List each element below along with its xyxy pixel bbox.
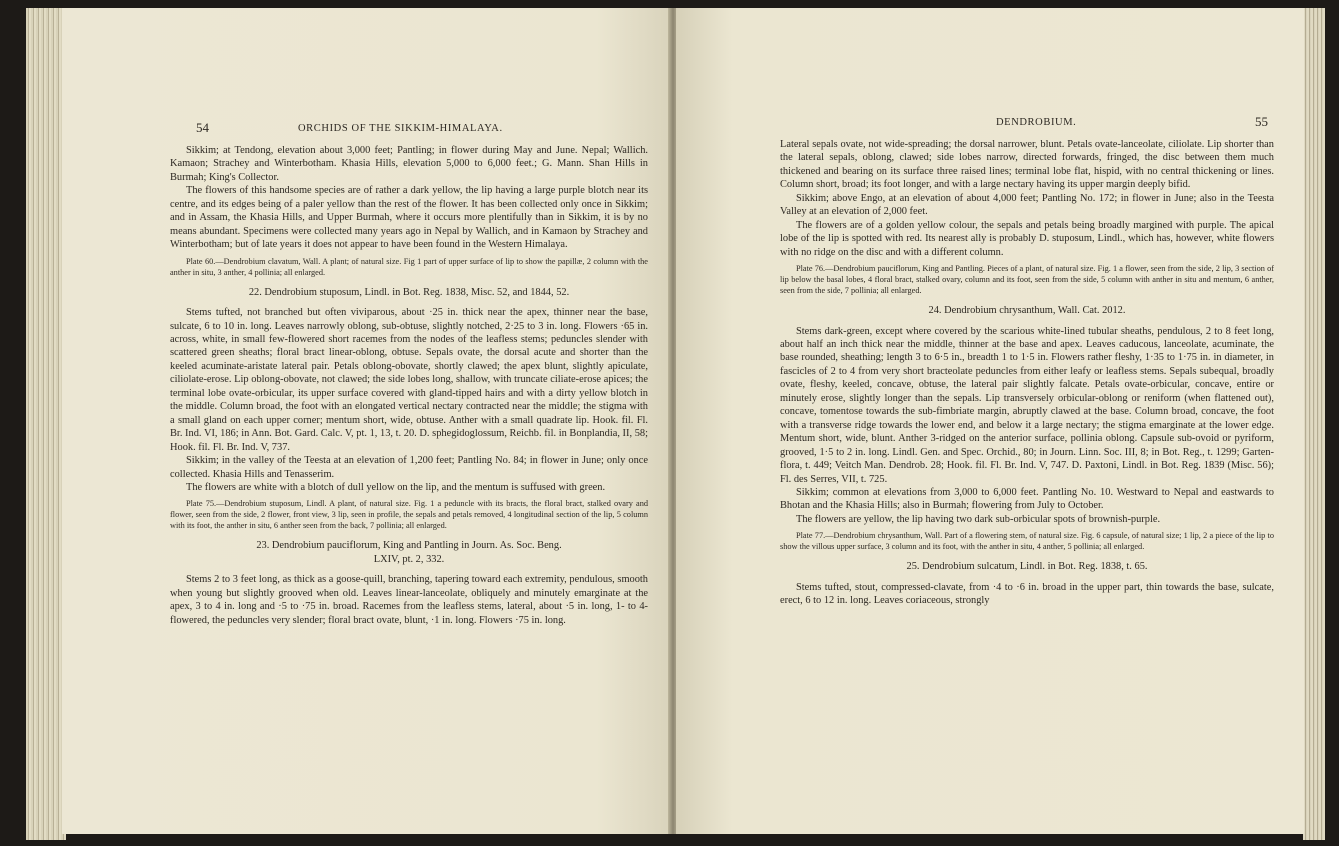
left-page-edges: [26, 8, 66, 840]
right-text-column: [780, 138, 1274, 608]
left-text-column: [170, 144, 648, 627]
paragraph: Sikkim; common at elevations from 3,000 to 6,000 feet. Pantling No. 10. Westward to Nepal and eastwards to Bhotan and the Khasia Hills; also in Burmah; flowering from July to October.: [780, 486, 1274, 512]
left-page-number: 54: [196, 120, 209, 135]
right-running-head: DENDROBIUM.: [996, 117, 1077, 128]
section-heading: 24. Dendrobium chrysanthum, Wall. Cat. 2012.: [928, 305, 1126, 317]
section-heading: 23. Dendrobium pauciflorum, King and Pantling in Journ. As. Soc. Beng.: [256, 540, 562, 552]
section-heading-continued: LXIV, pt. 2, 332.: [373, 553, 445, 565]
paragraph: Stems dark-green, except where covered by the scarious white-lined tubular sheaths, pendulous, 2 to 8 feet long, about half an inch thick near the middle, thinner at the base and apex. Leaves caducous, lanceolate, acuminate, the base rounded, sheathing; length 3 to 6·5 in., breadth 1 to 1·5 in. Flowers rather fleshy, 1·35 to 1·75 in. in diameter, in fascicles of 2 to 4 from very short bracteolate peduncles from either leafy or leafless stems. Sepals subequal, broadly ovate, fleshy, keeled, concave, obtuse, the lateral pair slightly falcate. Petals ovate-orbicular, concave, entire or minutely erose, slightly longer than the sepals. Lip transversely orbicular-oblong or reniform (when flattened out), concave, tomentose towards the sub-fimbriate margin, abruptly clawed at the base. Column broad, concave, the foot with a transverse ridge towards the lower end, and below it a large nectary; the stigma emarginate at the lower edge. Mentum short, wide, blunt. Anther 3-ridged on the anterior surface, pollinia oblong. Capsule sub-ovoid or pyriform, grooved, 1·5 to 2 in. long. Lindl. Gen. and Spec. Orchid., 80; in Journ. Linn. Soc. III, 8; in Bot. Reg., t. 1299; Garten-flora, t. 449; Veitch Man. Dendrob. 28; Hook. fil. Fl. Br. Ind. V, 747. D. Paxtoni, Lindl. in Bot. Reg. 1839 (Misc. 56); Fl. des Serres, VII, t. 725.: [780, 325, 1274, 485]
paragraph: Sikkim; above Engo, at an elevation of about 4,000 feet; Pantling No. 172; in flower in June; also in the Teesta Valley at an elevation of 2,000 feet.: [780, 192, 1274, 218]
paragraph: Stems tufted, stout, compressed-clavate, from ·4 to ·6 in. broad in the upper part, thin towards the base, sulcate, erect, 6 to 12 in. long. Leaves coriaceous, strongly: [780, 581, 1274, 607]
plate-caption: Plate 75.—Dendrobium stuposum, Lindl. A plant, of natural size. Fig. 1 a peduncle with its bracts, the floral bract, stalked ovary and flower, seen from the side, 2 flower, front view, 3 lip, seen in profile, the sepals and petals removed, 4 longitudinal section of the lip, 5 column with its foot, the anther in situ, 6 anther seen from the back, 7 pollinia; all enlarged.: [170, 499, 648, 531]
paragraph: Sikkim; at Tendong, elevation about 3,000 feet; Pantling; in flower during May and June. Nepal; Wallich. Kamaon; Strachey and Winterbotham. Khasia Hills, elevation 5,000 to 6,000 feet.; G. Mann. Shan Hills in Burmah; King's Collector.: [170, 145, 648, 183]
paragraph: Stems tufted, not branched but often viviparous, about ·25 in. thick near the apex, thinner near the base, sulcate, 6 to 10 in. long. Leaves narrowly oblong, sub-obtuse, slightly notched, 2·25 to 3 in. long. Flowers ·65 in. across, white, in small few-flowered short racemes from the nodes of the leafless stems; peduncles slender with scattered green sheaths; floral bract linear-oblong, obtuse. Sepals ovate, the dorsal acute and shorter than the keeled acuminate-aristate lateral pair. Petals oblong-obovate, shortly clawed; the apex blunt, slightly apiculate, ciliolate-erose. Lip oblong-obovate, not clawed; the side lobes long, shallow, with truncate ciliate-erose apices; the terminal lobe ovate-orbicular, its upper surface covered with gland-tipped hairs and with a dirty yellow blotch in the middle. Column broad, the foot with an elongated vertical nectary contracted near the middle; the stigma with a small gland on each upper corner; mentum short, wide, obtuse. Anther with a small quadrate lip. Hook. fil. Fl. Br. Ind. VI, 186; in Ann. Bot. Gard. Calc. V, pt. 1, 13, t. 20. D. sphegidoglossum, Reichb. fil. in Bonplandia, II, 58; Hook. fil. Fl. Br. Ind. V, 737.: [170, 307, 648, 453]
left-page: [62, 8, 670, 834]
right-page-number: 55: [1255, 114, 1268, 129]
plate-caption: Plate 60.—Dendrobium clavatum, Wall. A plant; of natural size. Fig 1 part of upper surface of lip to show the papillæ, 2 column with the anther in situ, 3 anther, 4 pollinia; all enlarged.: [170, 256, 648, 277]
paragraph: The flowers of this handsome species are of rather a dark yellow, the lip having a large purple blotch near its centre, and its edges being of a paler yellow than the rest of the flower. It has been collected only once in Sikkim; and in Assam, the Khasia Hills, and Upper Burmah, where it occurs more plentifully than in Sikkim, it is by no means abundant. Specimens were collected many years ago in Nepal by Wallich, and in Kamaon by Strachey and Winterbotham; but of late years it does not appear to have been found in the Western Himalaya.: [170, 185, 648, 251]
paragraph: The flowers are white with a blotch of dull yellow on the lip, and the mentum is suffused with green.: [186, 481, 606, 493]
right-page: [676, 8, 1304, 834]
paragraph: Stems 2 to 3 feet long, as thick as a goose-quill, branching, tapering toward each extremity, pendulous, smooth when young but slightly grooved when old. Leaves linear-lanceolate, obliquely and minutely emarginate at the apex, 3 to 4 in. long and ·5 to ·75 in. broad. Racemes from the leafless stems, lateral, about ·5 in. long, 1- to 4-flowered, the peduncles very slender; floral bract ovate, blunt, ·1 in. long. Flowers ·75 in. long.: [170, 574, 648, 626]
paragraph: The flowers are of a golden yellow colour, the sepals and petals being broadly margined with purple. The apical lobe of the lip is spotted with red. Its nearest ally is probably D. stuposum, Lindl., which has, however, white flowers with no ridge on the disc and with a different column.: [780, 219, 1274, 258]
paragraph: The flowers are yellow, the lip having two dark sub-orbicular spots of brownish-purple.: [796, 513, 1161, 525]
right-page-edges: [1303, 8, 1325, 840]
plate-caption: Plate 77.—Dendrobium chrysanthum, Wall. Part of a flowering stem, of natural size. Fig. 6 capsule, of natural size; 1 lip, 2 a piece of the lip to show the villous upper surface, 3 column and its foot, with the anther in situ, 4 anther, 5 pollinia; all enlarged.: [780, 531, 1274, 552]
left-running-head: ORCHIDS OF THE SIKKIM-HIMALAYA.: [298, 123, 503, 134]
section-heading: 25. Dendrobium sulcatum, Lindl. in Bot. Reg. 1838, t. 65.: [906, 561, 1148, 573]
paragraph: Lateral sepals ovate, not wide-spreading; the dorsal narrower, blunt. Petals ovate-lanceolate, ciliolate. Lip shorter than the lateral sepals, oblong, clawed; side lobes narrow, directed forwards, fringed, the disc between them much thickened and bearing on its surface three raised lines; terminal lobe flat, hispid, with no central thickening or lines. Column short, broad; its foot longer, and with a large nectary having its upper margin deeply bifid.: [780, 139, 1274, 191]
paragraph: Sikkim; in the valley of the Teesta at an elevation of 1,200 feet; Pantling No. 84; in flower in June; only once collected. Khasia Hills and Tenasserim.: [170, 455, 648, 480]
plate-caption: Plate 76.—Dendrobium pauciflorum, King and Pantling. Pieces of a plant, of natural size. Fig. 1 a flower, seen from the side, 2 lip, 3 section of lip below the basal lobes, 4 floral bract, stalked ovary, column and its foot, seen from the side, 5 column with anther in situ and mentum, 6 anther, seen from the side, 7 pollinia; all enlarged.: [780, 264, 1274, 296]
section-heading: 22. Dendrobium stuposum, Lindl. in Bot. Reg. 1838, Misc. 52, and 1844, 52.: [248, 286, 570, 298]
